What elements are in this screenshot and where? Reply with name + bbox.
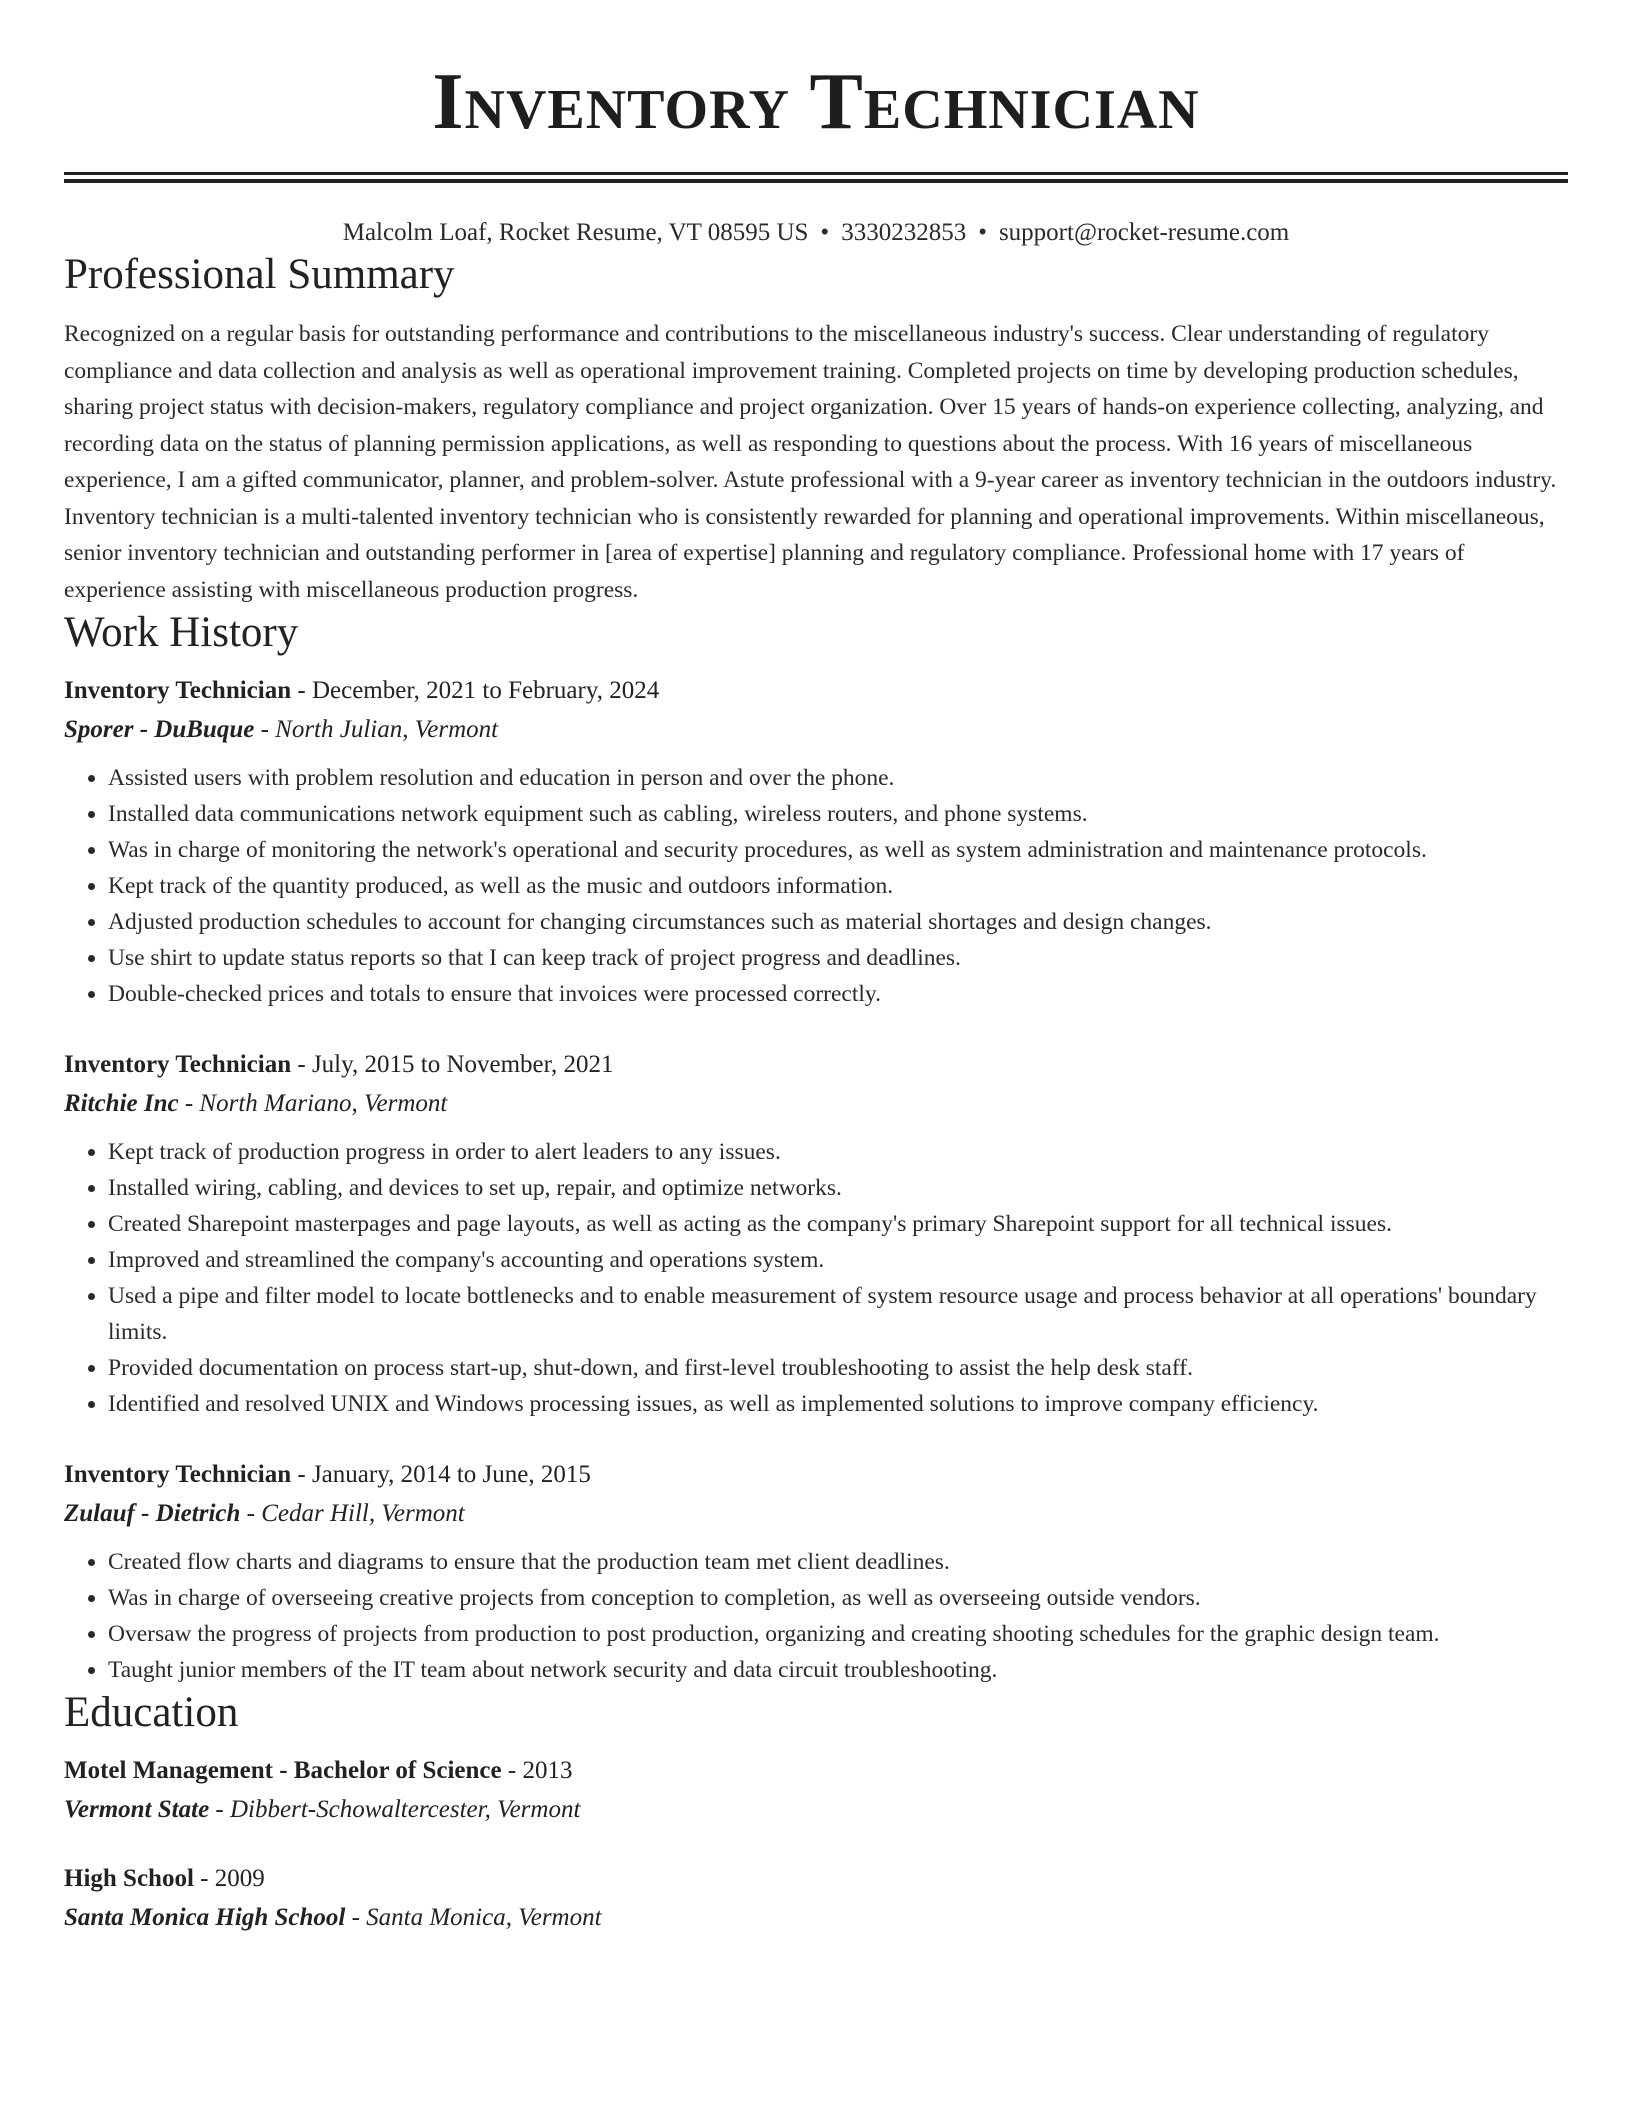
job-dates: - January, 2014 to June, 2015 <box>291 1461 591 1488</box>
list-item: • Adjusted production schedules to account for changing circumstances such as material shortages and design changes. <box>108 904 1568 940</box>
education-location: - Santa Monica, Vermont <box>345 1904 602 1931</box>
job-title: Inventory Technician <box>64 1051 292 1078</box>
job-company: Sporer - DuBuque <box>64 716 255 743</box>
job-company: Zulauf - Dietrich <box>64 1500 241 1527</box>
summary-heading: Professional Summary <box>64 251 455 298</box>
education-year: - 2009 <box>193 1865 265 1892</box>
job-dates: - July, 2015 to November, 2021 <box>291 1051 614 1078</box>
list-item: • Created flow charts and diagrams to ensure that the production team met client deadlines. <box>108 1544 1568 1580</box>
list-item: • Installed wiring, cabling, and devices to set up, repair, and optimize networks. <box>108 1170 1568 1206</box>
list-item: • Used a pipe and filter model to locate bottlenecks and to enable measurement of system resource usage and process behavior at all operations' boundary limits. <box>108 1278 1568 1350</box>
job-company-line <box>64 1494 1568 1534</box>
job-title: Inventory Technician <box>64 1461 292 1488</box>
education-year: - 2013 <box>501 1757 573 1784</box>
job-duties-list <box>64 1134 1568 1422</box>
education-degree: Motel Management - Bachelor of Science <box>64 1757 502 1784</box>
job-duties-list <box>64 760 1568 1012</box>
job-location: - Cedar Hill, Vermont <box>240 1500 465 1527</box>
job-title: Inventory Technician <box>64 677 292 704</box>
list-item: • Double-checked prices and totals to ensure that invoices were processed correctly. <box>108 976 1568 1012</box>
list-item: • Kept track of the quantity produced, as well as the music and outdoors information. <box>108 868 1568 904</box>
job-duties-list <box>64 1544 1568 1688</box>
education-degree: High School <box>64 1865 194 1892</box>
contact-phone: 3330232853 <box>841 219 967 246</box>
education-entry <box>64 1860 1568 1938</box>
contact-line <box>64 216 1568 250</box>
job-company: Ritchie Inc <box>64 1090 179 1117</box>
education-heading: Education <box>64 1689 239 1736</box>
education-school: Santa Monica High School <box>64 1904 346 1931</box>
education-location: - Dibbert-Schowaltercester, Vermont <box>209 1796 581 1823</box>
job-title-line <box>64 672 1568 710</box>
job-location: - North Mariano, Vermont <box>178 1090 448 1117</box>
job-entry <box>64 672 1568 1012</box>
job-dates: - December, 2021 to February, 2024 <box>291 677 660 704</box>
list-item: • Created Sharepoint masterpages and page layouts, as well as acting as the company's primary Sharepoint support for all technical issues. <box>108 1206 1568 1242</box>
job-company-line <box>64 710 1568 750</box>
job-entry <box>64 1046 1568 1422</box>
summary-section <box>64 250 1568 608</box>
list-item: • Was in charge of monitoring the network's operational and security procedures, as well as system administration and maintenance protocols. <box>108 832 1568 868</box>
education-section <box>64 1688 1568 1938</box>
education-school: Vermont State <box>64 1796 210 1823</box>
resume-title: Inventory Technician <box>432 58 1200 146</box>
work-history-section <box>64 608 1568 1688</box>
summary-text: Recognized on a regular basis for outstanding performance and contributions to the miscellaneous industry's success. Clear understanding of regulatory compliance and data collection and analysis as well as operational improvement training. Completed projects on time by developing production schedules, sharing project status with decision-makers, regulatory compliance and project organization. Over 15 years of hands-on experience collecting, analyzing, and recording data on the status of planning permission applications, as well as responding to questions about the process. With 16 years of miscellaneous experience, I am a gifted communicator, planner, and problem-solver. Astute professional with a 9-year career as inventory technician in the outdoors industry. Inventory technician is a multi-talented inventory technician who is consistently rewarded for planning and operational improvements. Within miscellaneous, senior inventory technician and outstanding performer in [area of expertise] planning and regulatory compliance. Professional home with 17 years of experience assisting with miscellaneous production progress. <box>64 321 1557 603</box>
contact-separator: • <box>820 219 830 246</box>
job-title-line <box>64 1456 1568 1494</box>
job-company-line <box>64 1084 1568 1124</box>
job-location: - North Julian, Vermont <box>254 716 499 743</box>
contact-separator: • <box>978 219 987 246</box>
job-title-line <box>64 1046 1568 1084</box>
education-school-line <box>64 1790 1568 1830</box>
list-item: • Taught junior members of the IT team about network security and data circuit troubleshooting. <box>108 1652 1568 1688</box>
education-degree-line <box>64 1752 1568 1790</box>
list-item: • Provided documentation on process start-up, shut-down, and first-level troubleshooting to assist the help desk staff. <box>108 1350 1568 1386</box>
job-entry <box>64 1456 1568 1688</box>
contact-email: support@rocket-resume.com <box>998 219 1290 246</box>
list-item: • Use shirt to update status reports so that I can keep track of project progress and deadlines. <box>108 940 1568 976</box>
education-entry <box>64 1752 1568 1830</box>
contact-address: Malcolm Loaf, Rocket Resume, VT 08595 US <box>342 219 809 246</box>
list-item: • Identified and resolved UNIX and Windows processing issues, as well as implemented solutions to improve company efficiency. <box>108 1386 1568 1422</box>
title-double-rule <box>64 172 1568 183</box>
education-school-line <box>64 1898 1568 1938</box>
list-item: • Improved and streamlined the company's accounting and operations system. <box>108 1242 1568 1278</box>
list-item: • Was in charge of overseeing creative projects from conception to completion, as well as overseeing outside vendors. <box>108 1580 1568 1616</box>
list-item: • Oversaw the progress of projects from production to post production, organizing and creating shooting schedules for the graphic design team. <box>108 1616 1568 1652</box>
education-degree-line <box>64 1860 1568 1898</box>
list-item: • Kept track of production progress in order to alert leaders to any issues. <box>108 1134 1568 1170</box>
list-item: • Installed data communications network equipment such as cabling, wireless routers, and phone systems. <box>108 796 1568 832</box>
work-history-heading: Work History <box>64 609 299 656</box>
list-item: • Assisted users with problem resolution and education in person and over the phone. <box>108 760 1568 796</box>
